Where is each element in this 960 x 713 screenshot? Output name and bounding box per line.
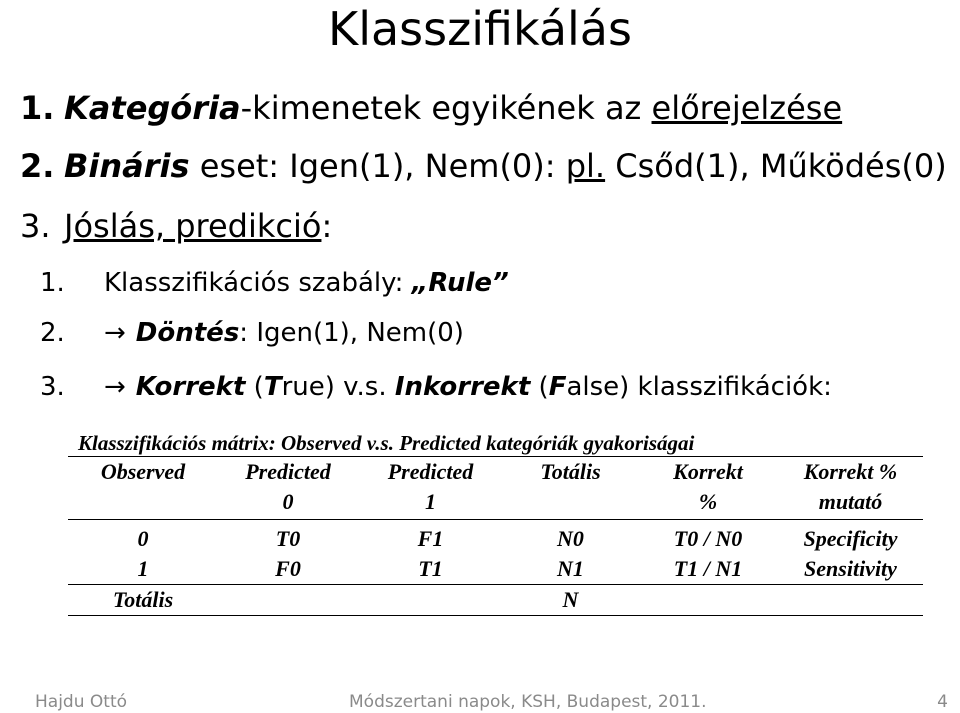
classification-matrix (68, 456, 923, 616)
subitem-letter: T (263, 372, 282, 402)
sub-item-3 (40, 370, 832, 404)
matrix-header-row (68, 487, 923, 520)
subitem-keyword: Döntés (135, 318, 240, 348)
header-cell: 0 (218, 487, 358, 520)
table-cell (358, 585, 503, 616)
subitem-quote-open: „ (411, 268, 429, 298)
matrix-header-row (68, 457, 923, 488)
table-cell: N (503, 585, 638, 616)
table-cell: N1 (557, 556, 584, 581)
table-cell: T0 / N0 (673, 526, 743, 551)
table-row (68, 520, 923, 555)
table-row-total (68, 585, 923, 616)
table-cell (638, 585, 778, 616)
table-row (68, 554, 923, 585)
arrow-right-icon: → (104, 318, 126, 348)
item-link-text: Jóslás, predikció (64, 207, 322, 245)
footer-author: Hajdu Ottó (35, 692, 128, 712)
subitem-letter: F (548, 372, 567, 402)
item-number: 3. (20, 207, 51, 245)
table-cell: F0 (275, 556, 301, 581)
item-text: : (321, 207, 333, 245)
subitem-text: alse) klasszifikációk: (566, 372, 832, 402)
header-cell: Korrekt % (778, 457, 923, 488)
table-cell: 0 (137, 526, 149, 551)
header-cell (68, 487, 218, 520)
subitem-number: 3. (40, 372, 65, 402)
sub-item-1 (40, 266, 509, 300)
subitem-text: ( (245, 372, 264, 402)
header-cell: Predicted (218, 457, 358, 488)
item-keyword: Kategória (64, 89, 241, 127)
header-cell: % (638, 487, 778, 520)
header-cell: 1 (358, 487, 503, 520)
list-item-2 (20, 146, 947, 186)
header-cell (503, 487, 638, 520)
table-cell: 1 (137, 556, 149, 581)
table-cell (778, 585, 923, 616)
table-cell: T1 / N1 (673, 556, 743, 581)
item-text: -kimenetek egyikének az (240, 89, 652, 127)
subitem-quote-close: ” (492, 268, 509, 298)
list-item-1 (20, 88, 842, 128)
table-cell: Sensitivity (804, 556, 897, 581)
table-cell: Specificity (803, 526, 898, 551)
table-cell: T0 (275, 526, 301, 551)
slide-title: Klasszifikálás (328, 2, 632, 56)
item-text: eset: Igen(1), Nem(0): (189, 147, 566, 185)
header-cell: Predicted (358, 457, 503, 488)
subitem-number: 2. (40, 318, 65, 348)
table-cell (218, 585, 358, 616)
item-keyword: Bináris (64, 147, 190, 185)
table-cell: Totális (68, 585, 218, 616)
item-link-text: előrejelzése (651, 89, 843, 127)
arrow-right-icon: → (104, 372, 126, 402)
item-text: Csőd(1), Működés(0) (605, 147, 947, 185)
item-number: 2. (20, 147, 55, 185)
table-cell: N0 (557, 526, 584, 551)
subitem-keyword: Rule (428, 268, 493, 298)
list-item-3 (20, 206, 332, 246)
table-cell: F1 (417, 526, 444, 551)
matrix-caption: Klasszifikációs mátrix: Observed v.s. Predicted kategóriák gyakoriságai (78, 431, 695, 455)
footer-event: Módszertani napok, KSH, Budapest, 2011. (349, 692, 707, 712)
subitem-text: rue) v.s. (281, 372, 395, 402)
footer-page-number: 4 (937, 692, 948, 712)
subitem-text: Klasszifikációs szabály: (104, 268, 412, 298)
item-link-text: pl. (565, 147, 606, 185)
header-cell: mutató (778, 487, 923, 520)
header-cell: Totális (503, 457, 638, 488)
subitem-keyword: Korrekt (135, 372, 246, 402)
item-number: 1. (20, 89, 55, 127)
table-cell: T1 (418, 556, 443, 581)
subitem-text: : Igen(1), Nem(0) (239, 318, 464, 348)
subitem-keyword: Inkorrekt (394, 372, 531, 402)
header-cell: Observed (68, 457, 218, 488)
subitem-number: 1. (40, 268, 65, 298)
subitem-text: ( (530, 372, 549, 402)
header-cell: Korrekt (638, 457, 778, 488)
sub-item-2 (40, 316, 464, 350)
